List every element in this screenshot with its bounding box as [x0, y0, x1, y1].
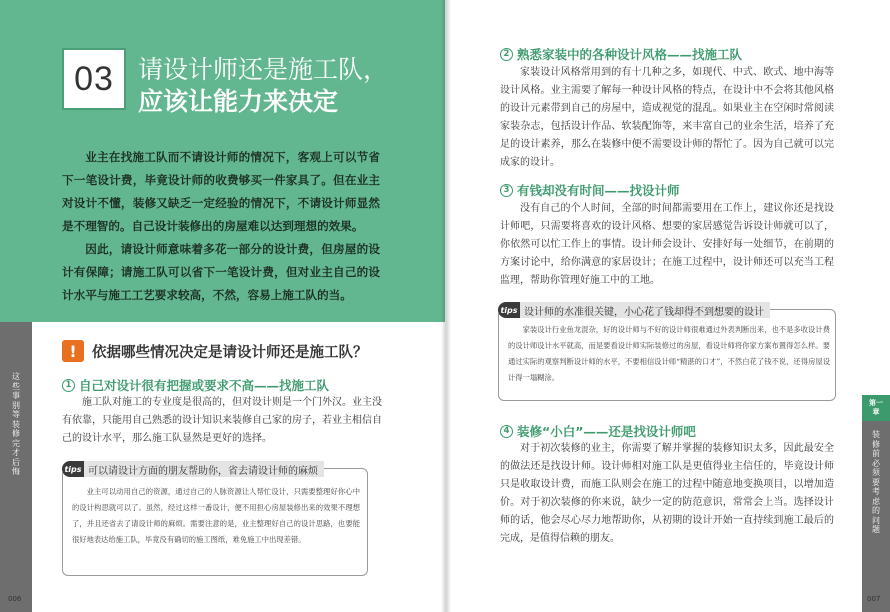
section-3-title: 有钱却没有时间——找设计师	[517, 183, 680, 198]
tip-1-heading: 可以请设计方面的朋友帮助你，省去请设计师的麻烦	[88, 465, 318, 477]
section-2-body: 家装设计风格常用到的有十几种之多，如现代、中式、欧式、地中海等设计风格。业主需要了解每一种设计风格的特点，在设计中不会将其他风格的设计元素带到自己的房屋中，造成视觉的混乱。如果业主在空闲时常阅读家装杂志，包括设计作品、软装配饰等，来丰富自己的业余生活，培养了充足的设计素养，那么在装修中便不需要设计师的帮忙了。因为自己就可以完成家的设计。	[500, 67, 834, 168]
page-title-line1: 请设计师还是施工队，	[138, 55, 389, 84]
circled-number-2-icon: 2	[500, 48, 513, 61]
book-gutter	[441, 0, 451, 612]
chapter-number-box	[62, 48, 126, 110]
section-2-title: 熟悉家装中的各种设计风格——找施工队	[517, 47, 743, 62]
page-number-left: 006	[8, 595, 22, 603]
intro-paragraph-1: 业主在找施工队而不请设计师的情况下，客观上可以节省下一笔设计费，毕竟设计师的收费够买一件家具了。但在业主对设计不懂，装修又缺乏一定经验的情况下，不请设计师显然是不理智的。自己设计装修出的房屋难以达到理想的效果。	[62, 150, 380, 233]
circled-number-4-icon: 4	[500, 425, 513, 438]
tips-icon: tips	[498, 302, 520, 318]
tip-2-heading: 设计师的水准很关键，小心花了钱却得不到想要的设计	[524, 306, 764, 318]
tip-1-body: 业主可以动用自己的资源，通过自己的人脉资源让人帮忙设计，只需要整理好你心中的设计构思就可以了。虽然，经过这样一番设计，便不用担心房屋装修出来的效果不理想了，并且还省去了请设计师的麻烦。需要注意的是，业主整理好自己的设计思路，也要能很好地表达给施工队，毕竟没有确切的施工图纸，难免施工中出现差错。	[72, 487, 360, 544]
question-text: 依据哪些情况决定是请设计师还是施工队？	[92, 344, 368, 361]
chapter-number: 03	[74, 59, 114, 98]
side-tab-right-text: 装修前必须要考虑的问题	[872, 430, 880, 534]
question-heading	[62, 340, 368, 362]
section-4-heading	[500, 422, 696, 440]
page-number-right: 007	[867, 595, 881, 603]
section-4-body: 对于初次装修的业主，你需要了解并掌握的装修知识太多，因此最安全的做法还是找设计师。设计师相对施工队是更值得业主信任的，毕竟设计师只是收取设计费，而施工队则会在施工的过程中随意地变换项目，以增加造价。对于初次装修的你来说，缺少一定的防范意识，常常会上当。选择设计师的话，他会尽心尽力地帮助你，从初期的设计开始一直持续到施工最后的完成，是值得信赖的朋友。	[500, 443, 834, 544]
exclamation-icon: !	[62, 340, 84, 362]
page-title-line2: 应该让能力来决定	[138, 87, 339, 116]
tip-1-header	[62, 461, 324, 477]
tip-2-body: 家装设计行业鱼龙混杂，好的设计师与不好的设计师很难通过外表判断出来，也不是多收设计费的设计师设计水平就高，而是要看设计师实际装修过的房屋，看设计师将你家方案布置得怎么样。要通过实际的观察判断设计师的水平，不要相信设计师“精湛的口才”，不然白花了钱不说，还得房屋设计得一塌糊涂。	[508, 325, 830, 382]
section-3-body: 没有自己的个人时间，全部的时间都需要用在工作上，建议你还是找设计师吧，只需要将喜欢的设计风格、想要的家居感觉告诉设计师就可以了，你依然可以忙工作上的事情。设计师会设计、安排好每一处细节，在前期的方案讨论中，给你满意的家居设计；在施工过程中，设计师还可以充当工程监理，帮助你管理好施工中的工地。	[500, 203, 834, 286]
section-1-title: 自己对设计很有把握或要求不高——找施工队	[79, 378, 330, 393]
section-1-body: 施工队对施工的专业度是很高的，但对设计则是一个门外汉。业主没有依靠，只能用自己熟悉的设计知识来装修自己家的房子，若业主相信自己的设计水平，那么施工队显然是更好的选择。	[62, 397, 382, 444]
section-1-heading	[62, 376, 329, 394]
intro-paragraph-2: 因此，请设计师意味着多花一部分的设计费，但房屋的设计有保障；请施工队可以省下一笔设计费，但对业主自己的设计水平与施工工艺要求较高，不然，容易上施工队的当。	[62, 242, 380, 302]
tips-icon: tips	[62, 461, 84, 477]
section-2-heading	[500, 45, 742, 63]
side-tab-left-text: 这些事别等装修完才后悔	[12, 372, 20, 476]
circled-number-3-icon: 3	[500, 184, 513, 197]
tip-2-header	[498, 302, 770, 318]
section-3-heading	[500, 181, 680, 199]
chapter-tag: 第一章	[869, 399, 883, 416]
section-4-title: 装修“小白”——还是找设计师吧	[517, 424, 696, 439]
circled-number-1-icon: 1	[62, 379, 75, 392]
